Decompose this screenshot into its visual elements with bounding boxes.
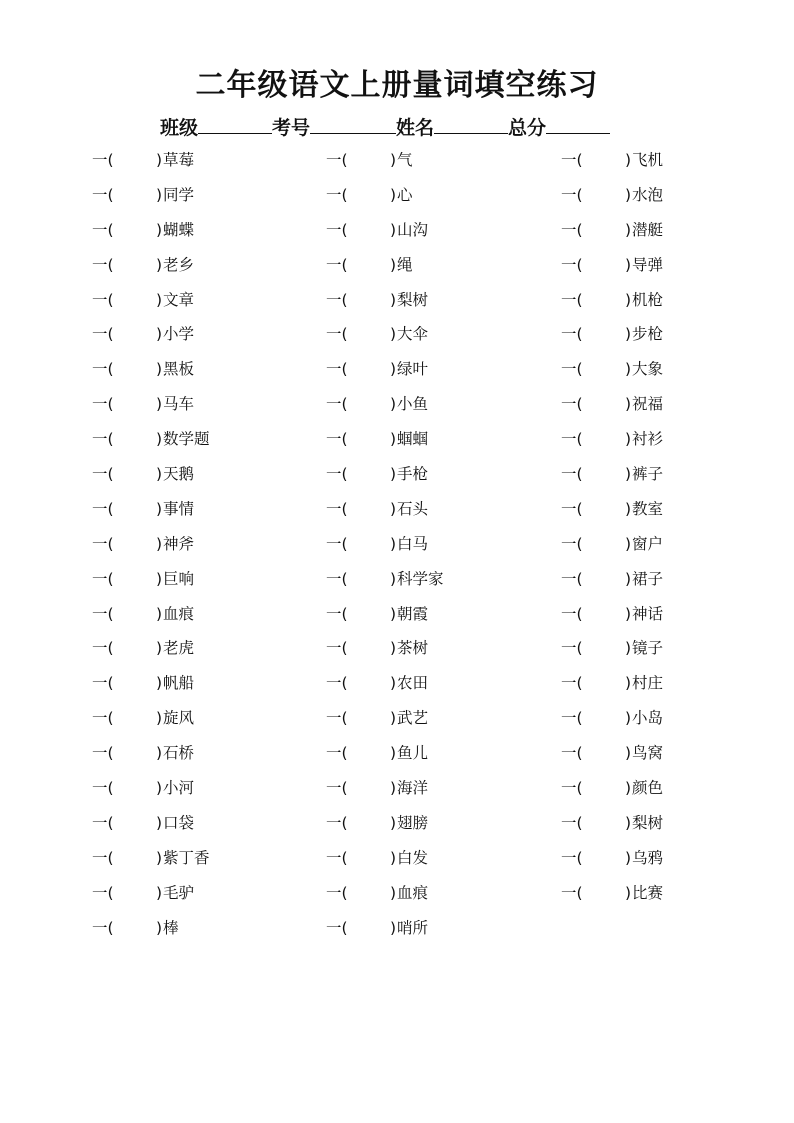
item-word: 村庄 — [632, 674, 664, 693]
item-word: 白发 — [397, 848, 429, 867]
blank-close-paren[interactable]: ) — [156, 465, 163, 484]
item-word: 马车 — [163, 395, 195, 414]
item-word: 气 — [397, 151, 413, 169]
item-prefix: 一( — [326, 499, 348, 518]
item-prefix: 一( — [326, 430, 348, 449]
item-word: 哨所 — [397, 918, 429, 937]
blank-close-paren[interactable]: ) — [390, 255, 397, 274]
item-word: 老乡 — [163, 255, 195, 274]
student-info-line — [160, 113, 610, 140]
blank-close-paren[interactable]: ) — [625, 674, 632, 693]
item-word: 比赛 — [632, 883, 664, 902]
blank-close-paren[interactable]: ) — [625, 395, 632, 414]
blank-close-paren[interactable]: ) — [390, 744, 397, 763]
item-prefix: 一( — [561, 569, 583, 588]
blank-close-paren[interactable]: ) — [390, 569, 397, 588]
item-word: 心 — [397, 185, 413, 204]
item-prefix: 一( — [561, 779, 583, 798]
item-word: 潜艇 — [632, 220, 664, 239]
item-prefix: 一( — [326, 779, 348, 798]
item-word: 翅膀 — [397, 813, 429, 832]
item-prefix: 一( — [92, 465, 114, 484]
item-word: 草莓 — [163, 151, 195, 169]
item-prefix: 一( — [92, 674, 114, 693]
item-prefix: 一( — [326, 813, 348, 832]
blank-close-paren[interactable]: ) — [390, 360, 397, 379]
item-word: 事情 — [163, 499, 195, 518]
item-prefix: 一( — [326, 883, 348, 902]
blank-close-paren[interactable]: ) — [625, 569, 632, 588]
item-word: 裙子 — [632, 569, 664, 588]
item-word: 黑板 — [163, 360, 195, 379]
item-word: 小岛 — [632, 709, 664, 728]
blank-close-paren[interactable]: ) — [390, 534, 397, 553]
blank-close-paren[interactable]: ) — [390, 325, 397, 344]
item-prefix: 一( — [326, 918, 348, 937]
item-word: 帆船 — [163, 674, 195, 693]
item-prefix: 一( — [326, 151, 348, 169]
blank-close-paren[interactable]: ) — [156, 255, 163, 274]
item-prefix: 一( — [92, 325, 114, 344]
item-prefix: 一( — [92, 360, 114, 379]
blank-close-paren[interactable]: ) — [625, 325, 632, 344]
item-prefix: 一( — [92, 813, 114, 832]
blank-close-paren[interactable]: ) — [156, 604, 163, 623]
item-prefix: 一( — [326, 848, 348, 867]
exam-no-label: 考号 — [272, 117, 311, 139]
item-word: 茶树 — [397, 639, 429, 658]
item-prefix: 一( — [326, 220, 348, 239]
item-prefix: 一( — [326, 569, 348, 588]
item-prefix: 一( — [92, 918, 114, 937]
item-word: 数学题 — [163, 430, 210, 449]
item-prefix: 一( — [561, 604, 583, 623]
item-word: 小河 — [163, 779, 195, 798]
item-word: 朝霞 — [397, 604, 429, 623]
item-prefix: 一( — [326, 185, 348, 204]
item-word: 科学家 — [397, 569, 444, 588]
item-word: 石桥 — [163, 744, 195, 763]
blank-close-paren[interactable]: ) — [156, 779, 163, 798]
blank-close-paren[interactable]: ) — [625, 779, 632, 798]
item-prefix: 一( — [561, 709, 583, 728]
item-word: 紫丁香 — [163, 848, 210, 867]
blank-close-paren[interactable]: ) — [625, 360, 632, 379]
item-prefix: 一( — [92, 569, 114, 588]
item-word: 绿叶 — [397, 360, 429, 379]
blank-close-paren[interactable]: ) — [156, 883, 163, 902]
item-word: 白马 — [397, 534, 429, 553]
page-title: 二年级语文上册量词填空练习 — [195, 68, 599, 103]
item-prefix: 一( — [561, 430, 583, 449]
item-prefix: 一( — [561, 883, 583, 902]
item-word: 机枪 — [632, 290, 664, 309]
item-prefix: 一( — [92, 779, 114, 798]
item-word: 绳 — [397, 255, 413, 274]
item-word: 步枪 — [632, 325, 664, 344]
item-word: 大象 — [632, 360, 664, 379]
blank-close-paren[interactable]: ) — [156, 220, 163, 239]
item-word: 血痕 — [397, 883, 429, 902]
blank-close-paren[interactable]: ) — [156, 848, 163, 867]
item-word: 蝈蝈 — [397, 430, 429, 449]
item-word: 蝴蝶 — [163, 220, 195, 239]
item-prefix: 一( — [561, 290, 583, 309]
item-prefix: 一( — [561, 848, 583, 867]
blank-close-paren[interactable]: ) — [390, 395, 397, 414]
item-prefix: 一( — [92, 848, 114, 867]
item-prefix: 一( — [561, 185, 583, 204]
blank-close-paren[interactable]: ) — [156, 534, 163, 553]
item-word: 鸟窝 — [632, 744, 664, 763]
blank-close-paren[interactable]: ) — [156, 430, 163, 449]
blank-close-paren[interactable]: ) — [156, 639, 163, 658]
item-prefix: 一( — [326, 534, 348, 553]
name-label: 姓名 — [396, 117, 435, 139]
blank-close-paren[interactable]: ) — [390, 151, 397, 169]
item-word: 导弹 — [632, 255, 664, 274]
item-word: 同学 — [163, 185, 195, 204]
blank-close-paren[interactable]: ) — [156, 918, 163, 937]
blank-close-paren[interactable]: ) — [390, 779, 397, 798]
blank-close-paren[interactable]: ) — [156, 569, 163, 588]
item-word: 衬衫 — [632, 430, 664, 449]
blank-close-paren[interactable]: ) — [390, 499, 397, 518]
item-word: 武艺 — [397, 709, 429, 728]
item-word: 海洋 — [397, 779, 429, 798]
item-prefix: 一( — [561, 744, 583, 763]
item-prefix: 一( — [326, 325, 348, 344]
item-word: 老虎 — [163, 639, 195, 658]
item-prefix: 一( — [326, 395, 348, 414]
blank-close-paren[interactable]: ) — [156, 744, 163, 763]
score-blank[interactable] — [546, 115, 610, 134]
blank-close-paren[interactable]: ) — [625, 430, 632, 449]
blank-close-paren[interactable]: ) — [625, 813, 632, 832]
item-prefix: 一( — [326, 465, 348, 484]
blank-close-paren[interactable]: ) — [625, 848, 632, 867]
item-word: 梨树 — [632, 813, 664, 832]
item-prefix: 一( — [326, 709, 348, 728]
blank-close-paren[interactable]: ) — [625, 744, 632, 763]
item-word: 鱼儿 — [397, 744, 429, 763]
blank-close-paren[interactable]: ) — [156, 290, 163, 309]
item-word: 石头 — [397, 499, 429, 518]
blank-close-paren[interactable]: ) — [625, 499, 632, 518]
blank-close-paren[interactable]: ) — [156, 395, 163, 414]
item-prefix: 一( — [561, 220, 583, 239]
item-prefix: 一( — [92, 220, 114, 239]
blank-close-paren[interactable]: ) — [156, 709, 163, 728]
blank-close-paren[interactable]: ) — [390, 290, 397, 309]
name-blank[interactable] — [434, 115, 508, 134]
item-prefix: 一( — [92, 604, 114, 623]
item-prefix: 一( — [561, 674, 583, 693]
class-label: 班级 — [160, 117, 199, 139]
item-word: 旋风 — [163, 709, 195, 728]
item-word: 水泡 — [632, 185, 664, 204]
item-word: 大伞 — [397, 325, 429, 344]
item-prefix: 一( — [561, 325, 583, 344]
item-word: 棒 — [163, 918, 179, 937]
item-prefix: 一( — [561, 639, 583, 658]
item-word: 血痕 — [163, 604, 195, 623]
item-word: 小鱼 — [397, 395, 429, 414]
item-prefix: 一( — [326, 744, 348, 763]
item-prefix: 一( — [326, 360, 348, 379]
item-word: 梨树 — [397, 290, 429, 309]
blank-close-paren[interactable]: ) — [156, 360, 163, 379]
item-word: 神斧 — [163, 534, 195, 553]
blank-close-paren[interactable]: ) — [390, 848, 397, 867]
item-prefix: 一( — [326, 674, 348, 693]
item-prefix: 一( — [326, 639, 348, 658]
blank-close-paren[interactable]: ) — [625, 220, 632, 239]
item-prefix: 一( — [561, 499, 583, 518]
blank-close-paren[interactable]: ) — [625, 604, 632, 623]
item-word: 文章 — [163, 290, 195, 309]
blank-close-paren[interactable]: ) — [390, 185, 397, 204]
blank-close-paren[interactable]: ) — [156, 325, 163, 344]
blank-close-paren[interactable]: ) — [390, 430, 397, 449]
score-label: 总分 — [508, 117, 547, 139]
item-word: 乌鸦 — [632, 848, 664, 867]
item-word: 巨响 — [163, 569, 195, 588]
blank-close-paren[interactable]: ) — [625, 534, 632, 553]
blank-close-paren[interactable]: ) — [625, 290, 632, 309]
blank-close-paren[interactable]: ) — [390, 465, 397, 484]
item-prefix: 一( — [92, 744, 114, 763]
item-word: 祝福 — [632, 395, 664, 414]
item-prefix: 一( — [561, 813, 583, 832]
item-prefix: 一( — [561, 360, 583, 379]
blank-close-paren[interactable]: ) — [156, 813, 163, 832]
item-prefix: 一( — [92, 639, 114, 658]
item-prefix: 一( — [92, 395, 114, 414]
blank-close-paren[interactable]: ) — [156, 499, 163, 518]
blank-close-paren[interactable]: ) — [390, 674, 397, 693]
blank-close-paren[interactable]: ) — [625, 151, 632, 169]
item-word: 窗户 — [632, 534, 664, 553]
item-word: 毛驴 — [163, 883, 195, 902]
blank-close-paren[interactable]: ) — [156, 151, 163, 169]
item-prefix: 一( — [92, 534, 114, 553]
blank-close-paren[interactable]: ) — [390, 918, 397, 937]
item-prefix: 一( — [561, 151, 583, 169]
item-word: 小学 — [163, 325, 195, 344]
item-word: 口袋 — [163, 813, 195, 832]
blank-close-paren[interactable]: ) — [156, 674, 163, 693]
item-word: 山沟 — [397, 220, 429, 239]
item-prefix: 一( — [92, 709, 114, 728]
item-word: 天鹅 — [163, 465, 195, 484]
blank-close-paren[interactable]: ) — [156, 185, 163, 204]
item-word: 手枪 — [397, 465, 429, 484]
item-prefix: 一( — [561, 465, 583, 484]
item-word: 神话 — [632, 604, 664, 623]
item-word: 飞机 — [632, 151, 664, 169]
blank-close-paren[interactable]: ) — [390, 639, 397, 658]
blank-close-paren[interactable]: ) — [625, 883, 632, 902]
blank-close-paren[interactable]: ) — [390, 813, 397, 832]
item-prefix: 一( — [92, 290, 114, 309]
blank-close-paren[interactable]: ) — [625, 639, 632, 658]
blank-close-paren[interactable]: ) — [390, 220, 397, 239]
item-prefix: 一( — [561, 534, 583, 553]
item-prefix: 一( — [92, 499, 114, 518]
item-prefix: 一( — [561, 255, 583, 274]
blank-close-paren[interactable]: ) — [625, 185, 632, 204]
blank-close-paren[interactable]: ) — [625, 709, 632, 728]
item-prefix: 一( — [326, 255, 348, 274]
item-word: 裤子 — [632, 465, 664, 484]
item-prefix: 一( — [92, 185, 114, 204]
blank-close-paren[interactable]: ) — [625, 465, 632, 484]
item-prefix: 一( — [92, 430, 114, 449]
item-prefix: 一( — [561, 395, 583, 414]
item-prefix: 一( — [92, 883, 114, 902]
blank-close-paren[interactable]: ) — [390, 604, 397, 623]
item-prefix: 一( — [326, 604, 348, 623]
class-blank[interactable] — [198, 115, 272, 134]
item-prefix: 一( — [92, 151, 114, 169]
item-prefix: 一( — [92, 255, 114, 274]
exam-no-blank[interactable] — [310, 115, 396, 134]
item-word: 农田 — [397, 674, 429, 693]
item-prefix: 一( — [326, 290, 348, 309]
blank-close-paren[interactable]: ) — [390, 709, 397, 728]
item-word: 镜子 — [632, 639, 664, 658]
blank-close-paren[interactable]: ) — [390, 883, 397, 902]
item-word: 教室 — [632, 499, 664, 518]
blank-close-paren[interactable]: ) — [625, 255, 632, 274]
item-word: 颜色 — [632, 779, 664, 798]
